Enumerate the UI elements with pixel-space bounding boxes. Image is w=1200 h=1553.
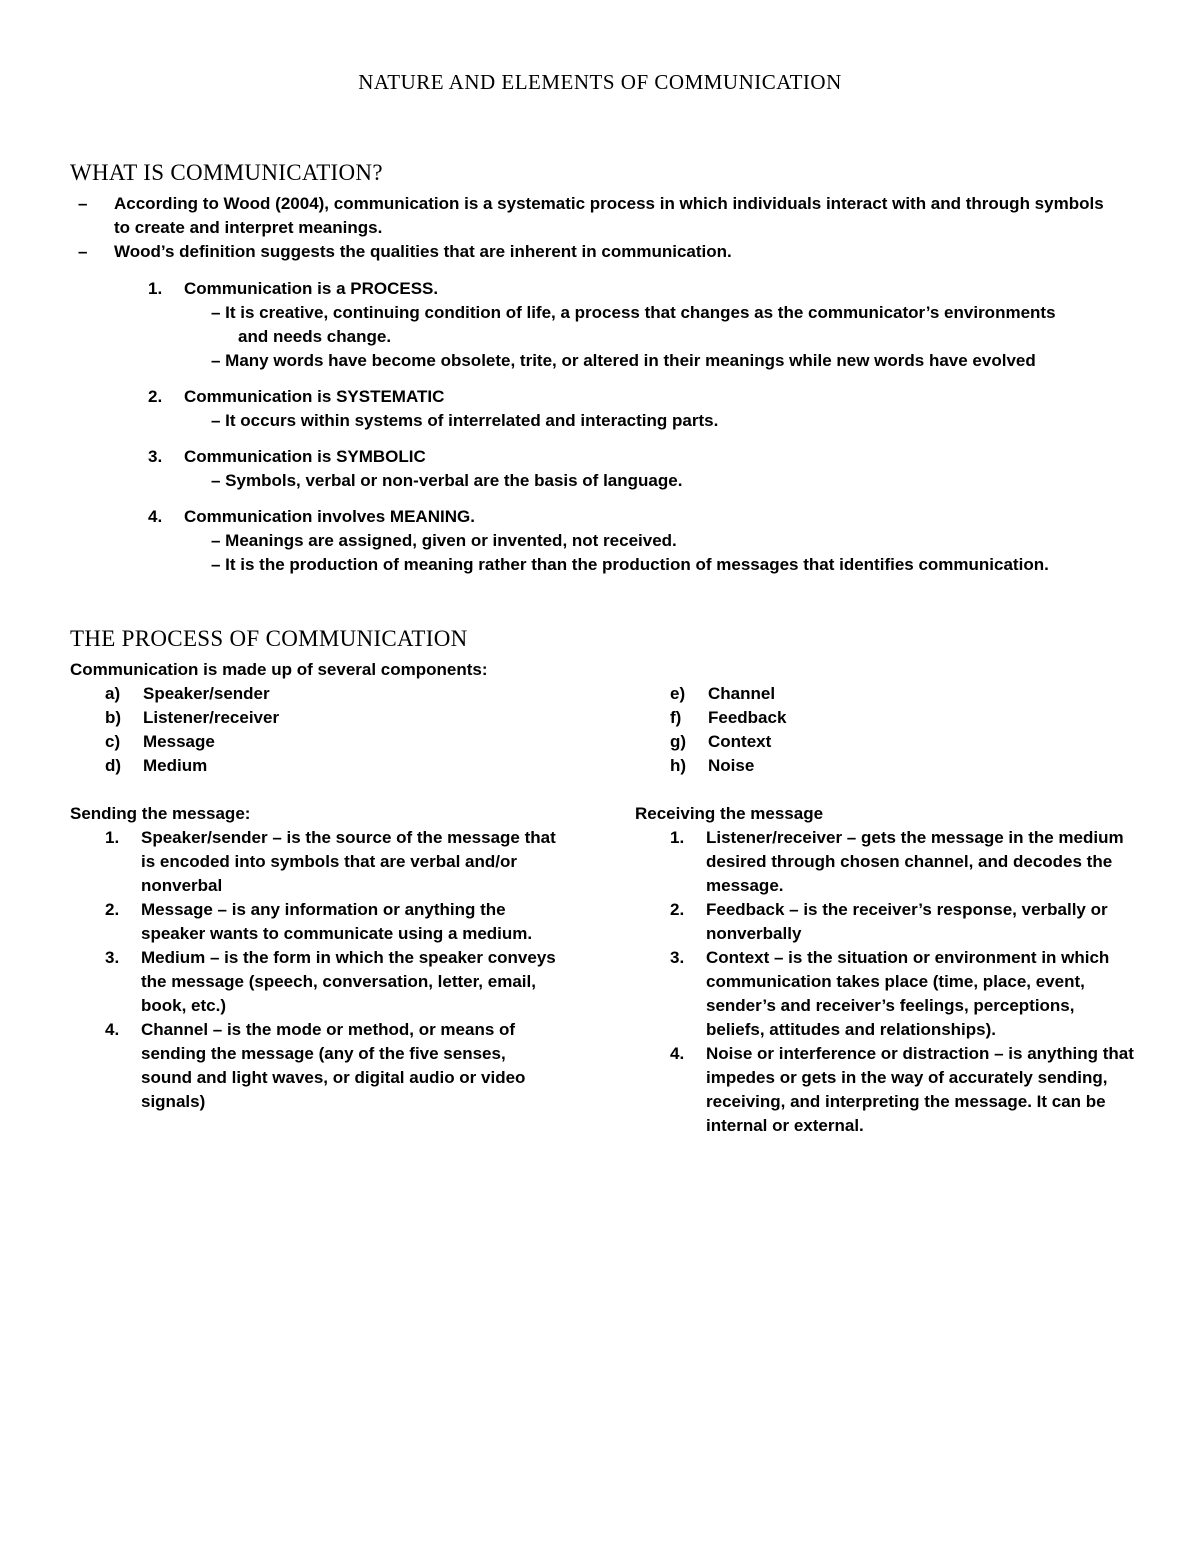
list-number: 3. — [670, 948, 685, 967]
list-number: 3. — [105, 948, 120, 967]
sending-steps — [70, 826, 560, 1114]
list-letter: e) — [670, 684, 686, 703]
receiving-step — [670, 946, 1135, 1042]
dash-marker: – — [78, 242, 88, 261]
list-number: 1. — [148, 279, 163, 298]
list-number: 2. — [105, 900, 120, 919]
list-number: 4. — [148, 507, 163, 526]
list-letter: a) — [105, 684, 121, 703]
component-item — [670, 754, 990, 778]
component-label: Noise — [708, 756, 755, 775]
quality-point: – Many words have become obsolete, trite, or altered in their meanings while new words have evolved — [211, 351, 1036, 370]
component-item — [670, 706, 990, 730]
receiving-heading: Receiving the message — [635, 804, 824, 823]
dash-marker: – — [78, 194, 88, 213]
component-label: Medium — [143, 756, 208, 775]
quality-title: Communication is SYSTEMATIC — [184, 387, 445, 406]
list-letter: h) — [670, 756, 687, 775]
step-text: Message – is any information or anything the speaker wants to communicate using a medium. — [141, 900, 533, 943]
step-text: Context – is the situation or environment in which communication takes place (time, place, event, sender’s and receiver’s feelings, perceptions, beliefs, attitudes and relationships). — [706, 948, 1110, 1039]
receiving-step — [670, 826, 1135, 898]
quality-point: – Meanings are assigned, given or invented, not received. — [211, 531, 677, 550]
quality-item — [148, 445, 1098, 493]
bullet-text: Wood’s definition suggests the qualities that are inherent in communication. — [114, 242, 732, 261]
component-item — [670, 682, 990, 706]
list-number: 3. — [148, 447, 163, 466]
sending-step — [105, 826, 560, 898]
sending-step — [105, 1018, 560, 1114]
component-label: Message — [143, 732, 215, 751]
component-item — [670, 730, 990, 754]
bullet-item — [72, 240, 1122, 264]
bullet-item — [72, 192, 1122, 240]
receiving-step — [670, 1042, 1135, 1138]
component-item — [105, 754, 425, 778]
quality-point: – It is creative, continuing condition of life, a process that changes as the communicator’s environments — [211, 303, 1056, 322]
step-text: Feedback – is the receiver’s response, verbally or nonverbally — [706, 900, 1108, 943]
list-letter: d) — [105, 756, 122, 775]
components-intro: Communication is made up of several components: — [70, 660, 488, 679]
step-text: Channel – is the mode or method, or means of sending the message (any of the five senses, sound and light waves, or digital audio or video signals) — [141, 1020, 526, 1111]
list-letter: c) — [105, 732, 121, 751]
quality-point: – It is the production of meaning rather than the production of messages that identifies communication. — [211, 555, 1049, 574]
list-number: 4. — [105, 1020, 120, 1039]
step-text: Speaker/sender – is the source of the message that is encoded into symbols that are verbal and/or nonverbal — [141, 828, 556, 895]
step-text: Noise or interference or distraction – is anything that impedes or gets in the way of accurately sending, receiving, and interpreting the message. It can be internal or external. — [706, 1044, 1134, 1135]
component-label: Context — [708, 732, 772, 751]
component-label: Speaker/sender — [143, 684, 270, 703]
list-letter: b) — [105, 708, 122, 727]
quality-point: – Symbols, verbal or non-verbal are the basis of language. — [211, 471, 683, 490]
quality-title: Communication involves MEANING. — [184, 507, 475, 526]
list-number: 2. — [670, 900, 685, 919]
component-label: Listener/receiver — [143, 708, 280, 727]
components-list-left — [105, 682, 425, 778]
definition-bullets — [72, 192, 1122, 264]
component-item — [105, 730, 425, 754]
page-title: NATURE AND ELEMENTS OF COMMUNICATION — [358, 70, 842, 94]
quality-title: Communication is a PROCESS. — [184, 279, 439, 298]
quality-point: and needs change. — [238, 327, 392, 346]
qualities-list — [148, 277, 1098, 589]
list-number: 4. — [670, 1044, 685, 1063]
sending-step — [105, 946, 560, 1018]
list-letter: f) — [670, 708, 682, 727]
quality-title: Communication is SYMBOLIC — [184, 447, 426, 466]
sending-column — [70, 802, 560, 1114]
components-list-right — [670, 682, 990, 778]
section-heading-what-is: WHAT IS COMMUNICATION? — [70, 160, 383, 185]
component-label: Feedback — [708, 708, 787, 727]
quality-item — [148, 505, 1098, 577]
step-text: Medium – is the form in which the speaker conveys the message (speech, conversation, letter, email, book, etc.) — [141, 948, 556, 1015]
step-text: Listener/receiver – gets the message in the medium desired through chosen channel, and decodes the message. — [706, 828, 1124, 895]
component-item — [105, 706, 425, 730]
list-number: 1. — [670, 828, 685, 847]
receiving-step — [670, 898, 1135, 946]
quality-item — [148, 385, 1098, 433]
receiving-column — [635, 802, 1135, 1138]
quality-item — [148, 277, 1098, 373]
bullet-text: According to Wood (2004), communication is a systematic process in which individuals interact with and through symbols to create and interpret meanings. — [114, 194, 1104, 237]
list-number: 2. — [148, 387, 163, 406]
receiving-steps — [635, 826, 1135, 1138]
section-heading-process: THE PROCESS OF COMMUNICATION — [70, 626, 468, 651]
list-number: 1. — [105, 828, 120, 847]
quality-point: – It occurs within systems of interrelated and interacting parts. — [211, 411, 719, 430]
list-letter: g) — [670, 732, 687, 751]
sending-step — [105, 898, 560, 946]
sending-heading: Sending the message: — [70, 804, 251, 823]
component-label: Channel — [708, 684, 776, 703]
component-item — [105, 682, 425, 706]
